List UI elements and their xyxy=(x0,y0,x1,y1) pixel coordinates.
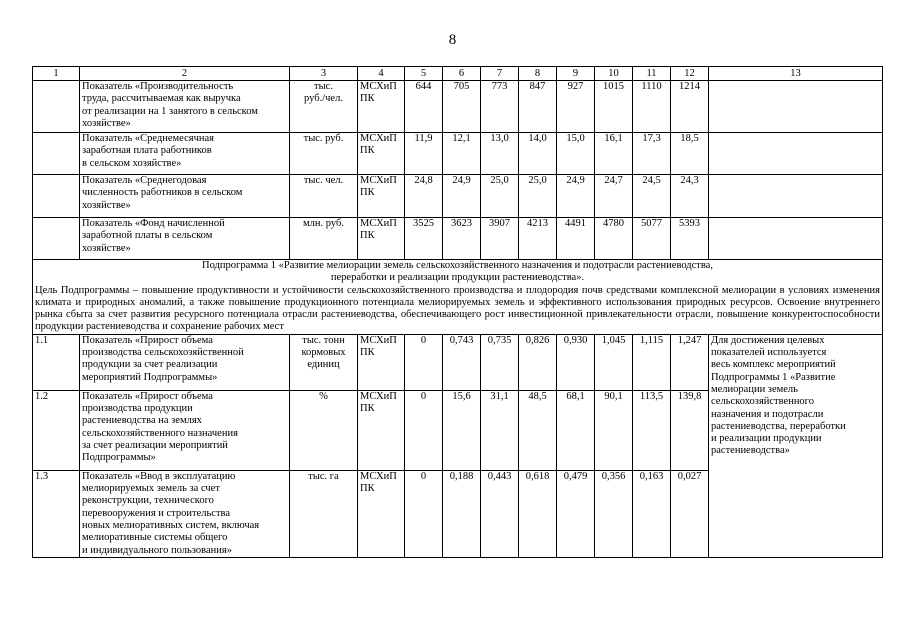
value-cell: 17,3 xyxy=(633,133,671,175)
note-cell-line: мелиорации земель xyxy=(711,383,798,395)
indicator-name-lines xyxy=(82,175,287,212)
note-cell-line: растениеводства» xyxy=(711,445,790,457)
value-cell: 4213 xyxy=(519,218,557,260)
value-cell: 13,0 xyxy=(481,133,519,175)
indicator-name-line: Показатель «Ввод в эксплуатацию xyxy=(82,470,236,482)
column-header: 8 xyxy=(519,67,557,81)
column-header: 7 xyxy=(481,67,519,81)
unit-of-measure xyxy=(290,133,358,175)
column-header: 2 xyxy=(80,67,290,81)
value-cell: 90,1 xyxy=(595,390,633,470)
value-cell: 24,3 xyxy=(671,175,709,218)
value-cell: 705 xyxy=(443,81,481,133)
value-cell: 1015 xyxy=(595,81,633,133)
executor-line: ПК xyxy=(360,347,375,359)
value-cell: 3525 xyxy=(405,218,443,260)
unit-of-measure xyxy=(290,81,358,133)
indicator-name-lines xyxy=(82,335,287,384)
subprogram-title-line: переработки и реализации продукции растениеводства». xyxy=(330,272,585,284)
subprogram-title-line: Подпрограмма 1 «Развитие мелиорации земель сельскохозяйственного назначения и подотрасли растениеводства, xyxy=(202,260,713,271)
executor-line: МСХиП xyxy=(360,218,397,229)
note-cell-line: Подпрограммы 1 «Развитие xyxy=(711,371,836,383)
executor-lines xyxy=(360,471,402,496)
value-cell: 0,826 xyxy=(519,334,557,390)
column-header: 12 xyxy=(671,67,709,81)
executor-lines xyxy=(360,218,402,243)
note-cell xyxy=(709,334,883,557)
row-number: 1.3 xyxy=(33,470,80,557)
indicator-name-line: реконструкции, технического xyxy=(82,495,214,507)
executor-line: МСХиП xyxy=(360,334,397,346)
executor-lines xyxy=(360,335,402,360)
indicator-name-line: заработной платы в сельском xyxy=(82,230,213,242)
value-cell: 773 xyxy=(481,81,519,133)
executor xyxy=(358,175,405,218)
value-cell: 5393 xyxy=(671,218,709,260)
unit-of-measure-lines xyxy=(292,218,355,230)
note-cell-empty xyxy=(709,175,883,218)
note-cell-empty xyxy=(709,133,883,175)
value-cell: 4491 xyxy=(557,218,595,260)
unit-of-measure-line: единиц xyxy=(307,359,340,371)
column-header: 13 xyxy=(709,67,883,81)
value-cell: 25,0 xyxy=(519,175,557,218)
value-cell: 0,356 xyxy=(595,470,633,557)
row-number xyxy=(33,218,80,260)
unit-of-measure-lines xyxy=(292,391,355,403)
unit-of-measure-line: % xyxy=(319,390,328,402)
executor-lines xyxy=(360,175,402,200)
value-cell: 68,1 xyxy=(557,390,595,470)
indicator-name-line: за счет реализации мероприятий xyxy=(82,439,228,451)
value-cell: 1,247 xyxy=(671,334,709,390)
table-row xyxy=(33,133,883,175)
indicator-name-lines xyxy=(82,81,287,130)
column-header: 9 xyxy=(557,67,595,81)
value-cell: 48,5 xyxy=(519,390,557,470)
executor-line: ПК xyxy=(360,93,375,105)
indicator-name-line: хозяйстве» xyxy=(82,242,131,254)
indicator-name-line: труда, рассчитываемая как выручка xyxy=(82,93,241,105)
indicator-name-lines xyxy=(82,471,287,557)
column-header: 10 xyxy=(595,67,633,81)
unit-of-measure-lines xyxy=(292,175,355,187)
indicator-name-line: мелиоративные системы общего xyxy=(82,532,228,544)
indicator-name-lines xyxy=(82,391,287,465)
value-cell: 24,8 xyxy=(405,175,443,218)
note-cell-line: Для достижения целевых xyxy=(711,334,825,346)
indicator-name-line: численность работников в сельском xyxy=(82,187,243,199)
unit-of-measure-line: тыс. га xyxy=(308,470,339,482)
executor-line: ПК xyxy=(360,187,375,199)
table-row xyxy=(33,218,883,260)
column-header: 3 xyxy=(290,67,358,81)
note-cell-line: сельскохозяйственного xyxy=(711,396,814,408)
unit-of-measure-line: тыс. чел. xyxy=(303,175,344,186)
indicator-name-line: Показатель «Прирост объема xyxy=(82,390,213,402)
unit-of-measure-line: тыс. руб. xyxy=(303,133,344,144)
indicator-name-line: производства сельскохозяйственной xyxy=(82,347,244,359)
subprogram-row xyxy=(33,260,883,335)
unit-of-measure-line: тыс. xyxy=(314,81,333,92)
note-cell-empty xyxy=(709,81,883,133)
value-cell: 0 xyxy=(405,470,443,557)
value-cell: 4780 xyxy=(595,218,633,260)
indicator-name-line: Показатель «Фонд начисленной xyxy=(82,218,225,229)
indicator-name-line: новых мелиоративных систем, включая xyxy=(82,519,260,531)
value-cell: 0,163 xyxy=(633,470,671,557)
indicator-name-lines xyxy=(82,218,287,255)
unit-of-measure-line: тыс. тонн xyxy=(302,334,345,346)
indicator-name-line: Подпрограммы» xyxy=(82,452,156,464)
note-cell-line: и реализации продукции xyxy=(711,433,822,445)
value-cell: 11,9 xyxy=(405,133,443,175)
unit-of-measure-lines xyxy=(292,471,355,483)
executor xyxy=(358,334,405,390)
value-cell: 14,0 xyxy=(519,133,557,175)
value-cell: 16,1 xyxy=(595,133,633,175)
note-cell-empty xyxy=(709,218,883,260)
executor xyxy=(358,218,405,260)
unit-of-measure xyxy=(290,390,358,470)
table-row xyxy=(33,175,883,218)
unit-of-measure-lines xyxy=(292,81,355,106)
subprogram-cell xyxy=(33,260,883,335)
indicator-name-line: хозяйстве» xyxy=(82,199,131,211)
executor xyxy=(358,390,405,470)
value-cell: 31,1 xyxy=(481,390,519,470)
executor-line: МСХиП xyxy=(360,133,397,144)
value-cell: 0 xyxy=(405,334,443,390)
value-cell: 5077 xyxy=(633,218,671,260)
value-cell: 1214 xyxy=(671,81,709,133)
executor-line: ПК xyxy=(360,483,375,495)
indicator-name-line: растениеводства на землях xyxy=(82,415,202,427)
unit-of-measure-lines xyxy=(292,133,355,145)
indicator-name-line: производства продукции xyxy=(82,403,193,415)
indicator-name-line: продукции за счет реализации xyxy=(82,359,218,371)
executor-line: МСХиП xyxy=(360,81,397,92)
column-header: 6 xyxy=(443,67,481,81)
indicator-name xyxy=(80,218,290,260)
value-cell: 18,5 xyxy=(671,133,709,175)
value-cell: 3623 xyxy=(443,218,481,260)
indicator-name-line: Показатель «Прирост объема xyxy=(82,334,213,346)
indicator-name xyxy=(80,390,290,470)
indicator-name-line: и индивидуального пользования» xyxy=(82,544,232,556)
unit-of-measure xyxy=(290,334,358,390)
indicator-name-line: сельскохозяйственного назначения xyxy=(82,427,238,439)
row-number: 1.1 xyxy=(33,334,80,390)
indicator-name-line: мелиорируемых земель за счет xyxy=(82,483,220,495)
executor-lines xyxy=(360,391,402,416)
unit-of-measure xyxy=(290,175,358,218)
executor-line: МСХиП xyxy=(360,175,397,186)
executor-line: МСХиП xyxy=(360,470,397,482)
column-header: 1 xyxy=(33,67,80,81)
unit-of-measure xyxy=(290,470,358,557)
unit-of-measure-lines xyxy=(292,335,355,372)
value-cell: 0,743 xyxy=(443,334,481,390)
unit-of-measure-line: руб./чел. xyxy=(304,93,343,105)
value-cell: 24,9 xyxy=(557,175,595,218)
executor-line: ПК xyxy=(360,145,375,157)
value-cell: 1,045 xyxy=(595,334,633,390)
value-cell: 3907 xyxy=(481,218,519,260)
indicator-name xyxy=(80,133,290,175)
executor-line: МСХиП xyxy=(360,390,397,402)
unit-of-measure-line: кормовых xyxy=(301,347,346,359)
note-cell-line: весь комплекс мероприятий xyxy=(711,359,836,371)
header-row xyxy=(33,67,883,81)
executor-lines xyxy=(360,133,402,158)
note-cell-lines xyxy=(711,335,880,458)
column-header: 11 xyxy=(633,67,671,81)
row-number: 1.2 xyxy=(33,390,80,470)
executor-line: ПК xyxy=(360,230,375,242)
subprogram-goal: Цель Подпрограммы – повышение продуктивности и устойчивости сельскохозяйственного производства и плодородия почв средствами комплексной мелиорации в условиях изменения климата и природных аномалий, а также повышение продукционного потенциала мелиорируемых земель и эффективного использования природных ресурсов. Освоение внутреннего рынка сбыта за счет развития ресурсного потенциала отрасли растениеводства, обеспечивающего рост инвестиционной привлекательности отрасли, повышение конкурентоспособности продукции растениеводства и сохранение рабочих мест xyxy=(35,284,880,333)
value-cell: 139,8 xyxy=(671,390,709,470)
page-number: 8 xyxy=(448,32,457,48)
note-cell-line: назначения и подотрасли xyxy=(711,408,824,420)
executor-line: ПК xyxy=(360,403,375,415)
column-header: 5 xyxy=(405,67,443,81)
indicator-name-lines xyxy=(82,133,287,170)
row-number xyxy=(33,175,80,218)
value-cell: 25,0 xyxy=(481,175,519,218)
value-cell: 1,115 xyxy=(633,334,671,390)
value-cell: 24,9 xyxy=(443,175,481,218)
value-cell: 0,735 xyxy=(481,334,519,390)
value-cell: 0 xyxy=(405,390,443,470)
value-cell: 24,7 xyxy=(595,175,633,218)
indicator-name-line: перевооружения и строительства xyxy=(82,507,231,519)
value-cell: 0,930 xyxy=(557,334,595,390)
executor xyxy=(358,133,405,175)
value-cell: 847 xyxy=(519,81,557,133)
value-cell: 113,5 xyxy=(633,390,671,470)
executor xyxy=(358,470,405,557)
indicator-name-line: мероприятий Подпрограммы» xyxy=(82,371,218,383)
indicator-name-line: от реализации на 1 занятого в сельском xyxy=(82,105,258,117)
value-cell: 927 xyxy=(557,81,595,133)
indicator-name xyxy=(80,470,290,557)
table-row xyxy=(33,334,883,390)
value-cell: 0,479 xyxy=(557,470,595,557)
executor-lines xyxy=(360,81,402,106)
indicator-name-line: в сельском хозяйстве» xyxy=(82,157,182,169)
row-number xyxy=(33,81,80,133)
value-cell: 15,6 xyxy=(443,390,481,470)
indicator-name-line: Показатель «Среднегодовая xyxy=(82,175,207,186)
indicator-name-line: Показатель «Среднемесячная xyxy=(82,133,214,144)
indicators-table xyxy=(32,66,883,558)
value-cell: 12,1 xyxy=(443,133,481,175)
value-cell: 0,188 xyxy=(443,470,481,557)
indicator-name xyxy=(80,334,290,390)
indicator-name xyxy=(80,81,290,133)
value-cell: 1110 xyxy=(633,81,671,133)
value-cell: 15,0 xyxy=(557,133,595,175)
table-row xyxy=(33,81,883,133)
unit-of-measure-line: млн. руб. xyxy=(303,218,344,229)
value-cell: 24,5 xyxy=(633,175,671,218)
column-header: 4 xyxy=(358,67,405,81)
value-cell: 0,618 xyxy=(519,470,557,557)
unit-of-measure xyxy=(290,218,358,260)
value-cell: 0,443 xyxy=(481,470,519,557)
note-cell-line: показателей используется xyxy=(711,347,827,359)
indicator-name-line: заработная плата работников xyxy=(82,145,212,157)
value-cell: 0,027 xyxy=(671,470,709,557)
indicator-name-line: хозяйстве» xyxy=(82,117,131,129)
value-cell: 644 xyxy=(405,81,443,133)
note-cell-line: растениеводства, переработки xyxy=(711,420,846,432)
row-number xyxy=(33,133,80,175)
indicator-name xyxy=(80,175,290,218)
table-body xyxy=(33,67,883,558)
executor xyxy=(358,81,405,133)
indicator-name-line: Показатель «Производительность xyxy=(82,81,234,92)
